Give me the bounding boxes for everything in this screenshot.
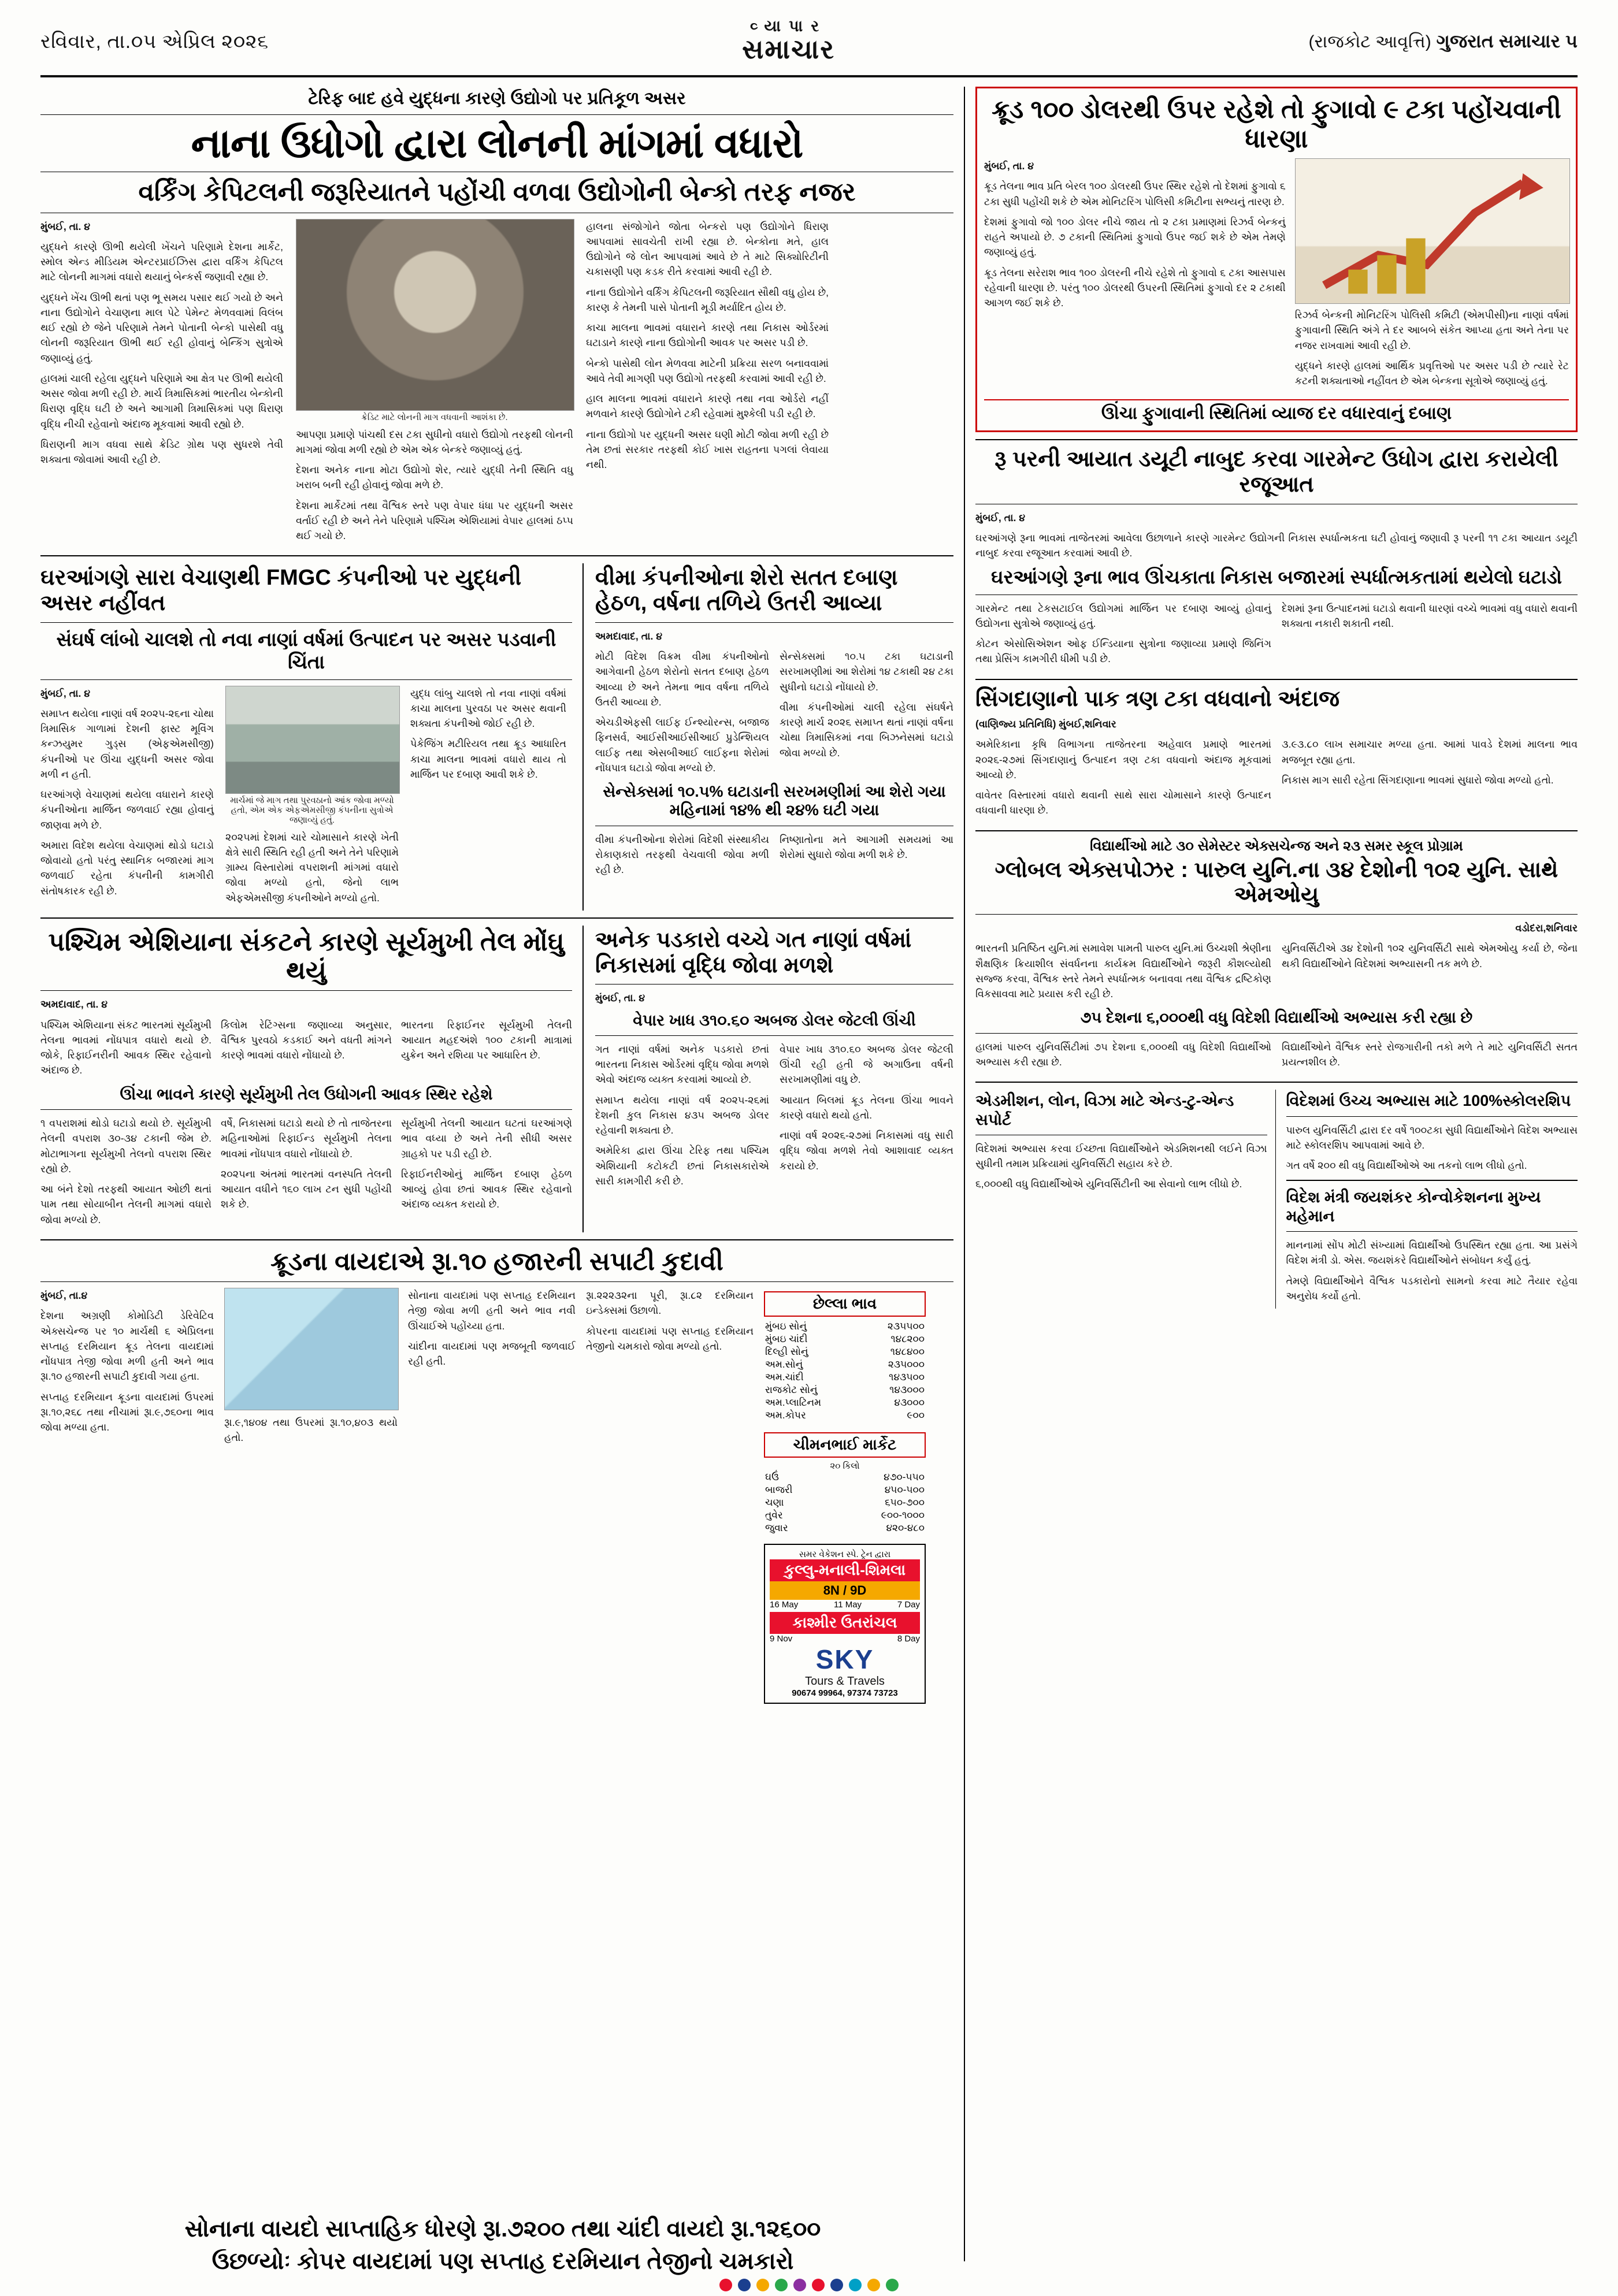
ad-kashmir-title: કાશ્મીર ઉતરાંચલ	[770, 1612, 920, 1634]
price-label: અમ.સોનું	[765, 1359, 803, 1370]
crude-headline: ક્રૂડના વાયદાએ રૂા.૧૦ હજારની સપાટી કુદાવી	[270, 1247, 723, 1276]
garment-story	[975, 447, 1578, 671]
crude-dateline: મુંબઈ, તા.૪	[40, 1290, 88, 1302]
lead-para-1: યુદ્ધને ખેંચ ઊભી થતાં પણ ભૂ સમય પસાર થઈ ગયો છે અને નાના ઉદ્યોગોને વેચાણના માલ પેટે પેમેન્ટ મેળવવામાં વિલંબ થઈ રહ્યો છે જેને પરિણામે તેમને પોતાની બેન્કો પાસેથી વધુ લોનની જરૂરિયાત ઊભી થઈ રહી હોવાનું બેન્કિંગ સુત્રોએ જણાવ્યું હતું.	[40, 291, 283, 364]
exports-col1-0: ગત નાણાં વર્ષમાં અનેક પડકારો છતાં ભારતના નિકાસ ઓર્ડરમાં વૃદ્ધિ જોવા મળશે એવો અંદાજ વ્યક્ત કરવામાં આવ્યો છે.	[595, 1043, 769, 1086]
ad-date2: 11 May	[833, 1600, 862, 1610]
crude-illustration	[224, 1288, 399, 1410]
lead-col3-3: બેન્કો પાસેથી લોન મેળવવા માટેની પ્રક્રિયા સરળ બનાવવામાં આવે તેવી માગણી પણ ઉદ્યોગો તરફથી કરવામાં આવી રહી છે.	[586, 357, 829, 384]
price-label: રાજકોટ સોનું	[765, 1384, 818, 1396]
insurance-col1-0: મોટી વિદેશ વિક્રમ વીમા કંપનીઓનો આગેવાની હેઠળ શેરોનો સતત દબાણ હેઠળ આવ્યા છે અને તેમના ભાવ વર્ષના તળિયે ઉતરી આવ્યા છે.	[595, 651, 769, 708]
exports-subhead: વેપાર ખાધ ૩૧૦.૬૦ અબજ ડોલર જેટલી ઊંચી	[633, 1011, 916, 1029]
garment-para-3: દેશમાં રૂના ઉત્પાદનમાં ઘટાડો થવાની ધારણાં વચ્ચે ભાવમાં વધુ વધારો થવાની શક્યતા નકારી શકાતી નથી.	[1282, 602, 1578, 629]
paper-name: ગુજરાત સમાચાર	[1436, 31, 1561, 51]
left-column-group	[40, 87, 965, 2261]
ad-brand-name: SKY	[815, 1644, 874, 1675]
insurance-dateline: અમદાવાદ, તા. ૪	[595, 630, 663, 642]
travel-advertisement[interactable]	[764, 1544, 926, 1704]
market-label: ચણા	[765, 1497, 784, 1509]
price-label: મુંબઇ ચાંદી	[765, 1333, 808, 1345]
admission-headline: એડમીશન, લોન, વિઝા માટે એન્ડ-ટુ-એન્ડ સપોર્ટ	[975, 1092, 1234, 1128]
parul-col2-1: વિદ્યાર્થીઓને વૈશ્વિક સ્તરે રોજગારીની તકો મળે તે માટે યુનિવર્સિટી સતત પ્રયત્નશીલ છે.	[1282, 1041, 1578, 1068]
groundnut-col1-0: અમેરિકાના કૃષિ વિભાગના તાજેતરના અહેવાલ પ્રમાણે ભારતમાં ૨૦૨૬-૨૭માં સિંગદાણાનું ઉત્પાદન ત્રણ ટકા વધવાનો અંદાજ મૂકવામાં આવ્યો છે.	[975, 738, 1271, 781]
price-value: ૧૪૮૨૦૦	[890, 1333, 925, 1345]
west-asia-col3-0: વર્ષે, નિકાસમાં ઘટાડો થયો છે તો તાજેતરના મહિનાઓમાં રિફાઈન્ડ સૂર્યમુખી તેલના ભાવમાં નોંધપાત્ર વધારો નોંધાયો છે.	[221, 1117, 392, 1160]
exports-col1-1: સમાપ્ત થયેલા નાણાં વર્ષ ૨૦૨૫-૨૬માં દેશની કુલ નિકાસ ૪૩૫ અબજ ડોલર રહેવાની શક્યતા છે.	[595, 1094, 769, 1136]
market-label: બાજરી	[765, 1484, 793, 1496]
scholarship-para-0: પારુલ યુનિવર્સિટી દ્વારા દર વર્ષે ૧૦૦ટકા સુધી વિદ્યાર્થીઓને વિદેશ અભ્યાસ માટે સ્કોલરશિપ આપવામાં આવે છે.	[1286, 1124, 1578, 1151]
exports-dateline: મુંબઈ, તા. ૪	[595, 992, 645, 1004]
color-dot	[886, 2279, 899, 2291]
insurance-col1-2: સેન્સેક્સમાં ૧૦.૫ ટકા ઘટાડાની સરખામણીમાં આ શેરોમાં ૧૪ ટકાથી ૨૪ ટકા સુધીનો ઘટાડો નોંધાયો છે.	[780, 651, 953, 693]
west-asia-col1-0: પશ્ચિમ એશિયાના સંકટ ભારતમાં સૂર્યમુખી તેલના ભાવમાં નોંધપાત્ર વધારો થયો છે. જોકે, રિફાઈનરીની આવક સ્થિર રહેવાનો અંદાજ છે.	[40, 1019, 211, 1076]
minister-para-1: તેમણે વિદ્યાર્થીઓને વૈશ્વિક પડકારોનો સામનો કરવા માટે તૈયાર રહેવા અનુરોધ કર્યો હતો.	[1286, 1275, 1578, 1302]
market-value: ૬૫૦-૭૦૦	[885, 1497, 925, 1509]
west-asia-headline: પશ્ચિમ એશિયાના સંકટને કારણે સૂર્યમુખી તેલ મોંઘુ થયું	[48, 927, 565, 985]
lead-story	[40, 89, 953, 548]
garment-para-0: ઘરઆંગણે રૂના ભાવમાં તાજેતરમાં આવેલા ઉછાળાને કારણે ગારમેન્ટ ઉદ્યોગની નિકાસ સ્પર્ધાત્મકતા ઘટી હોવાનું જણાવી રૂ પરની ૧૧ ટકા આયાત ડયૂટી નાબુદ કરવા રજૂઆત કરવામાં આવી છે.	[975, 532, 1578, 559]
last-price-table	[764, 1320, 926, 1422]
fmgc-col1-0: સમાપ્ત થયેલા નાણાં વર્ષ ૨૦૨૫-૨૬ના ચોથા ત્રિમાસિક ગાળામાં દેશની ફાસ્ટ મૂવિંગ કન્ઝયુમર ગુડ્સ (એફએમસીજી) કંપનીઓ પર ઊંચા યુદ્ધની અસર જોવા મળી ન હતી.	[40, 707, 214, 780]
lead-col2-0: આપણા પ્રમાણે પાંચથી દસ ટકા સુધીનો વધારો ઉદ્યોગો તરફથી લોનની માગમાં જોવા મળી રહ્યો છે એમ એક બેન્કરે જણાવ્યું હતું.	[296, 428, 573, 455]
garment-subhead: ઘરઆંગણે રૂના ભાવ ઊંચકાતા નિકાસ બજારમાં સ્પર્ધાત્મકતામાં થયેલો ઘટાડો	[991, 566, 1562, 588]
parul-kicker: વિદ્યાર્થીઓ માટે ૩૦ સેમેસ્ટર એક્સચેન્જ અને ૨૩ સમર સ્કૂલ પ્રોગ્રામ	[1090, 838, 1463, 854]
fmgc-col1-1: ઘરઆંગણે વેચાણમાં થયેલા વધારાને કારણે કંપનીઓના માર્જિન જળવાઈ રહ્યા હોવાનું જાણવા મળે છે.	[40, 789, 214, 831]
lead-subhead: વર્કિંગ કેપિટલની જરૂરિયાતને પહોંચી વળવા ઉદ્યોગોની બેન્કો તરફ નજર	[138, 178, 856, 207]
insurance-col2-1: વીમા કંપનીઓના શેરોમાં વિદેશી સંસ્થાકીય રોકાણકારો તરફથી વેચવાલી જોવા મળી રહી છે.	[595, 833, 769, 876]
insurance-col2-0: વીમા કંપનીઓમાં ચાલી રહેલા સંઘર્ષને કારણે માર્ચ ૨૦૨૬ સમાપ્ત થતાં નાણાં વર્ષના ચોથા ત્રિમાસિકમાં નવા બિઝનેસમાં ઘટાડો જોવા મળ્યો છે.	[780, 701, 953, 759]
west-asia-dateline: અમદાવાદ, તા. ૪	[40, 998, 108, 1010]
section-big-label: સમાચાર	[742, 34, 836, 64]
west-asia-col2-1: આ બંને દેશો તરફથી આયાત ઓછી થતાં પામ તથા સોયાબીન તેલની માગમાં વધારો જોવા મળ્યો છે.	[40, 1183, 211, 1225]
last-price-box-title: છેલ્લા ભાવ	[764, 1291, 926, 1317]
table-row	[764, 1484, 926, 1496]
garment-headline: રૂ પરની આયાત ડયૂટી નાબુદ કરવા ગારમેન્ટ ઉધોગ દ્વારા કરાયેલી રજૂઆત	[994, 447, 1558, 497]
west-asia-col1-2: ભારતના રિફાઈનર સૂર્યમુખી તેલની આયાત મહદઅંશે ૧૦૦ ટકાની માત્રામાં યુક્રેન અને રશિયા પર આધારિત છે.	[401, 1019, 572, 1061]
crude-col2-1: સોનાના વાયદામાં પણ સપ્તાહ દરમિયાન તેજી જોવા મળી હતી અને ભાવ નવી ઊંચાઈએ પહોંચ્યા હતા.	[408, 1290, 576, 1332]
color-dot	[867, 2279, 880, 2291]
fmgc-subhead: સંઘર્ષ લાંબો ચાલશે તો નવા નાણાં વર્ષમાં ઉત્પાદન પર અસર પડવાની ચિંતા	[56, 628, 556, 673]
footer-headline-line1: સોનાના વાયદો સાપ્તાહિક ધોરણે રૂા.૭૨૦૦ તથા ચાંદી વાયદો રૂા.૧૨૬૦૦	[184, 2216, 821, 2242]
minister-headline: વિદેશ મંત્રી જયશંકર કોન્વોકેશનના મુખ્ય મહેમાન	[1286, 1188, 1541, 1225]
market-value: ૪૫૦-૫૦૦	[884, 1484, 925, 1496]
footer-headline-line2: ઉછળ્યોઃ કોપર વાયદામાં પણ સપ્તાહ દરમિયાન તેજીનો ચમકારો	[211, 2249, 794, 2274]
lead-photo-figure	[296, 219, 573, 422]
groundnut-col2-1: નિકાસ માગ સારી રહેતા સિંગદાણાના ભાવમાં સુધારો જોવા મળ્યો હતો.	[1282, 774, 1554, 786]
ad-date5: 8 Day	[897, 1634, 920, 1644]
table-row	[764, 1320, 926, 1333]
west-asia-col2-0: ૧ વપરાશમાં થોડો ઘટાડો થયો છે. સૂર્યમુખી તેલની વપરાશ ૩૦-૩૪ ટકાની જેમ છે. મોટાભાગના સૂર્યમુખી તેલનો વપરાશ સ્થિર રહ્યો છે.	[40, 1117, 211, 1175]
crude-inflation-dateline: મુંબઈ, તા. ૪	[984, 160, 1034, 172]
garment-para-1: ગારમેન્ટ તથા ટેકસટાઈલ ઉદ્યોગમાં માર્જિન પર દબાણ આવ્યું હોવાનું ઉદ્યોગના સુત્રોએ જણાવ્યું હતું.	[975, 602, 1271, 629]
crude-col3-0: રૂા.૨૨૨૩૨ના પૂરી, રૂા.૮૨ દરમિયાન ઇન્ડેક્સમાં ઉછાળો.	[586, 1290, 754, 1317]
lead-photo	[296, 219, 574, 411]
table-row	[764, 1471, 926, 1484]
crude-story	[40, 1247, 953, 1704]
color-dot	[756, 2279, 769, 2291]
crude-inflation-para-2: ક્રૂડ તેલના સરેરાશ ભાવ ૧૦૦ ડોલરની નીચે રહેશે તો ફુગાવો ૬ ટકા આસપાસ રહેવાની ધારણા છે. પરંતુ ૧૦૦ ડોલરથી ઉપરની સ્થિતિમાં ફુગાવો દર ૨ ટકાથી આગળ જઈ શકે છે.	[984, 266, 1286, 309]
market-value: ૯૦૦-૧૦૦૦	[881, 1510, 925, 1521]
admission-story	[975, 1090, 1276, 1309]
ad-date4: 9 Nov	[770, 1634, 793, 1644]
price-column	[764, 1288, 926, 1704]
scholarship-headline: વિદેશમાં ઉચ્ચ અભ્યાસ માટે 100%સ્કોલરશિપ	[1286, 1092, 1571, 1110]
color-dot	[775, 2279, 788, 2291]
market-label: તુવેર	[765, 1510, 783, 1521]
table-row	[764, 1496, 926, 1509]
masthead-section	[269, 17, 1309, 66]
minister-story	[1286, 1188, 1578, 1303]
ad-date1: 16 May	[770, 1600, 799, 1610]
insurance-subhead: સેન્સેક્સમાં ૧૦.૫% ઘટાડાની સરખમણીમાં આ શેરો ગયા મહિનામાં ૧૪% થી ૨૪% ઘટી ગયા	[603, 783, 946, 819]
crude-col2-2: ચાંદીના વાયદામાં પણ મજબૂતી જળવાઈ રહી હતી.	[408, 1340, 576, 1368]
admission-para-0: વિદેશમાં અભ્યાસ કરવા ઈચ્છતા વિદ્યાર્થીઓને એડમિશનથી લઈને વિઝા સુધીની તમામ પ્રક્રિયામાં યુનિવર્સિટી સહાય કરે છે.	[975, 1142, 1267, 1170]
price-label: અમ.કોપર	[765, 1410, 806, 1421]
inflation-chart-illustration	[1295, 158, 1570, 304]
west-asia-col1-1: કિલોમ રેટિંગ્સના જણાવ્યા અનુસાર, વૈશ્વિક પુરવઠો કડકાઈ અને વધતી માંગને કારણે ભાવમાં વધારો નોંધાયો છે.	[221, 1019, 392, 1061]
crude-inflation-para-0: ક્રૂડ તેલના ભાવ પ્રતિ બેરલ ૧૦૦ ડોલરથી ઉપર સ્થિર રહેશે તો દેશમાં ફુગાવો ૬ ટકા સુધી પહોંચી શકે છે એમ મોનિટરિંગ પોલિસી કમિટીના સભ્યનું તારણ છે.	[984, 180, 1286, 207]
price-value: ૯૦૦	[907, 1410, 925, 1421]
scholarship-and-minister-group	[1286, 1090, 1578, 1309]
lead-col2-2: દેશના માર્કેટમાં તથા વૈશ્વિક સ્તરે પણ વેપાર ધંધા પર યુદ્ધની અસર વર્તાઈ રહી છે અને તેને પરિણામે પશ્ચિમ એશિયામાં વેપાર હાલમાં ઠપ્પ થઈ ગયો છે.	[296, 499, 573, 542]
masthead	[0, 0, 1618, 72]
footer-headline-strip	[40, 2210, 965, 2275]
lead-col3-2: કાચા માલના ભાવમાં વધારાને કારણે તથા નિકાસ ઓર્ડરમાં ઘટાડાને કારણે નાના ઉદ્યોગોની આવક પર અસર પડી છે.	[586, 322, 829, 349]
garment-dateline: મુંબઈ, તા. ૪	[975, 511, 1026, 523]
masthead-edition-block	[1308, 31, 1578, 53]
masthead-rule	[40, 75, 1578, 77]
crude-col3-1: કોપરના વાયદામાં પણ સપ્તાહ દરમિયાન તેજીનો ચમકારો જોવા મળ્યો હતો.	[586, 1325, 754, 1352]
price-value: ૧૪૩૫૦૦	[889, 1372, 925, 1383]
price-label: અમ.ચાંદી	[765, 1372, 804, 1383]
admission-para-1: ૬,૦૦૦થી વધુ વિદ્યાર્થીઓએ યુનિવર્સિટીની આ સેવાનો લાભ લીધો છે.	[975, 1178, 1242, 1190]
page-content	[40, 87, 1578, 2261]
fmgc-col2-1: યુદ્ધ લાંબુ ચાલશે તો નવા નાણાં વર્ષમાં કાચા માલના પુરવઠા પર અસર થવાની શક્યતા કંપનીઓ જોઈ રહી છે.	[410, 687, 566, 730]
lead-col3-1: નાના ઉદ્યોગોને વર્કિંગ કેપિટલની જરૂરિયાત સૌથી વધુ હોય છે, કારણ કે તેમની પાસે પોતાની મૂડી મર્યાદિત હોય છે.	[586, 286, 829, 313]
price-value: ૨૩૫૦૦૦	[888, 1359, 925, 1370]
exports-col2-2: નાણાં વર્ષ ૨૦૨૬-૨૭માં નિકાસમાં વધુ સારી વૃદ્ધિ જોવા મળશે તેવો આશાવાદ વ્યક્ત કરાયો છે.	[780, 1130, 953, 1172]
ad-package-title: કુલ્લુ-મનાલી-શિમલા	[770, 1559, 920, 1581]
fmgc-col1-2: અમારા વિદેશ થયેલા વેચાણમાં થોડો ઘટાડો જોવાયો હતો પરંતુ સ્થાનિક બજારમાં માગ જળવાઈ રહેતા કંપનીની કામગીરી સંતોષકારક રહી છે.	[40, 839, 214, 897]
crude-inflation-right-0: રિઝર્વ બેન્કની મોનિટરિંગ પોલિસી કમિટી (એમપીસી)ના નાણાં વર્ષમાં ફુગાવાની સ્થિતિ અંગે તે દર આબબે સંકેત આપ્યા હતા અને તેના પર નજર રાખવામાં આવી રહી છે.	[1294, 309, 1569, 351]
color-dot	[793, 2279, 806, 2291]
crude-col2-0: રૂા.૯,૧૪૦૪ તથા ઉપરમાં રૂા.૧૦,૪૦૩ થયો હતો.	[224, 1417, 398, 1444]
price-label: મુંબઇ સોનું	[765, 1321, 807, 1332]
groundnut-col2-0: ૩.૯૩.૮૦ લાખ સમાચાર મળ્યા હતા. આમાં પાવડે દેશમાં માલના ભાવ મજબૂત રહ્યા હતા.	[1282, 738, 1578, 766]
chimanbhai-market-table	[764, 1471, 926, 1535]
insurance-story	[595, 563, 953, 911]
west-asia-col3-1: ૨૦૨૫ના અંતમાં ભારતમાં વનસ્પતિ તેલની આયાત વધીને ૧૬૦ લાખ ટન સુધી પહોંચી શકે છે.	[221, 1168, 392, 1210]
west-asia-subhead: ઊંચા ભાવને કારણે સૂર્યમુખી તેલ ઉધોગની આવક સ્થિર રહેશે	[120, 1085, 493, 1103]
groundnut-headline: સિંગદાણાનો પાક ત્રણ ટકા વધવાનો અંદાજ	[975, 686, 1340, 711]
scholarship-para-1: ગત વર્ષે ૨૦૦ થી વધુ વિદ્યાર્થીઓએ આ તકનો લાભ લીધો હતો.	[1286, 1160, 1527, 1172]
lead-dateline: મુંબઈ, તા. ૪	[40, 220, 91, 232]
fmgc-photo	[225, 686, 400, 794]
fmgc-photo-caption: માર્ચમાં જે માગ તથા પુરવઠાનો આંક જોવા મળ્યો હતો, એમ એક એફએમસીજી કંપનીના સુત્રોએ જણાવ્યું હતું.	[230, 795, 394, 825]
lead-col3-0: હાલના સંજોગોને જોતા બેન્કરો પણ ઉદ્યોગોને ધિરાણ આપવામાં સાવચેતી રાખી રહ્યા છે. બેન્કોના મતે, હાલ ઉદ્યોગોને જે લોન આપવામાં આવે છે તે માટે સિક્યોરિટીની ચકાસણી પણ કડક રીતે કરવામાં આવી રહી છે.	[586, 220, 829, 278]
right-column-group	[965, 87, 1578, 2261]
groundnut-col1-1: વાવેતર વિસ્તારમાં વધારો થવાની સાથે સારા ચોમાસાને કારણે ઉત્પાદન વધવાની ધારણા છે.	[975, 789, 1271, 816]
fmgc-headline: ઘરઆંગણે સારા વેચાણથી FMGC કંપનીઓ પર યુદ્ધની અસર નહીંવત	[40, 566, 522, 616]
exports-col1-2: અમેરિકા દ્વારા ઊંચા ટેરિફ તથા પશ્ચિમ એશિયાની કટોકટી છતાં નિકાસકારોએ સારી કામગીરી કરી છે.	[595, 1145, 769, 1187]
color-dot	[738, 2279, 751, 2291]
insurance-col1-1: એચડીએફસી લાઈફ ઈન્શ્યોરન્સ, બજાજ ફિનસર્વ, આઈસીઆઈસીઆઈ પ્રુડેન્શિયલ લાઈફ તથા એસબીઆઈ લાઈફના શેરોમાં નોંધપાત્ર ઘટાડો જોવા મળ્યો છે.	[595, 716, 769, 774]
fmgc-col2-0: ૨૦૨૫માં દેશમાં ચારે ચોમાસાને કારણે ખેતી ક્ષેત્રે સારી સ્થિતિ રહી હતી અને તેને પરિણામે ગ્રામ્ય વિસ્તારોમાં વપરાશની માંગમાં વધારો જોવા મળ્યો હતો, જેનો લાભ એફએમસીજી કંપનીઓને મળ્યો હતો.	[225, 831, 399, 904]
market-value: ૪૭૦-૫૫૦	[884, 1472, 925, 1483]
parul-col2-0: હાલમાં પારુલ યુનિવર્સિટીમાં ૭૫ દેશના ૬,૦૦૦થી વધુ વિદેશી વિદ્યાર્થીઓ અભ્યાસ કરી રહ્યા છે.	[975, 1041, 1271, 1068]
lead-col2-3: હાલ માલના ભાવમાં વધારાને કારણે તથા નવા ઓર્ડરો નહીં મળવાને કારણે ઉદ્યોગોને ટકી રહેવામાં મુશ્કેલી પડી રહી છે.	[586, 393, 829, 420]
lead-headline: નાના ઉધોગો દ્વારા લોનની માંગમાં વધારો	[191, 121, 803, 166]
parul-subhead: ૭૫ દેશના ૬,૦૦૦થી વધુ વિદેશી વિદ્યાર્થીઓ અભ્યાસ કરી રહ્યા છે	[1080, 1009, 1473, 1027]
table-row	[764, 1522, 926, 1535]
insurance-col2-2: નિષ્ણાતોના મતે આગામી સમયમાં આ શેરોમાં સુધારો જોવા મળી શકે છે.	[780, 833, 953, 861]
color-dot	[719, 2279, 732, 2291]
price-value: ૧૪૩૦૦૦	[889, 1384, 925, 1396]
ad-phone: 90674 99964, 97374 73723	[792, 1688, 898, 1699]
table-row	[764, 1358, 926, 1371]
market-label: ઘઉં	[765, 1472, 779, 1483]
crude-col1-0: દેશના અગ્રણી કોમોડિટી ડેરિવેટિવ એક્સચેન્જ પર ૧૦ માર્ચથી ૬ એપ્રિલના સપ્તાહ દરમિયાન ક્રૂડ તેલના વાયદામાં નોંધપાત્ર તેજી જોવા મળી હતી અને ભાવ રૂા.૧૦ હજારની સપાટી કુદાવી ગયા હતા.	[40, 1310, 214, 1383]
garment-para-2: કોટન એસોસિએશન ઓફ ઈન્ડિયાના સુત્રોના જણાવ્યા પ્રમાણે જિનિંગ તથા પ્રેસિંગ કામગીરી ધીમી પડી છે.	[975, 638, 1271, 665]
lead-col2-1: દેશના અનેક નાના મોટા ઉદ્યોગો શેર, ત્યારે યુદ્ધી તેની સ્થિતિ વધુ ખરાબ બની રહી હોવાનું જોવા મળે છે.	[296, 464, 573, 491]
price-label: અમ.પ્લાટિનમ	[765, 1397, 822, 1409]
lead-col2-4: નાના ઉદ્યોગો પર યુદ્ધની અસર ઘણી મોટી જોવા મળી રહી છે તેમ છતાં સરકાર તરફથી કોઈ ખાસ રાહતના પગલાં લેવાયા નથી.	[586, 428, 829, 471]
market-label: જુવાર	[765, 1522, 788, 1534]
parul-dateline: વડોદરા,શનિવાર	[1515, 922, 1578, 934]
fmgc-col2-2: પેકેજિંગ મટીરિયલ તથા ક્રૂડ આધારિત કાચા માલના ભાવમાં વધારો થાય તો માર્જિન પર દબાણ આવી શકે છે.	[410, 738, 566, 780]
crude-inflation-box	[975, 87, 1578, 432]
price-value: ૧૪૮૪૦૦	[890, 1346, 925, 1358]
exports-col2-1: આયાત બિલમાં ક્રૂડ તેલના ઊંચા ભાવને કારણે વધારો થયો હતો.	[780, 1094, 953, 1121]
exports-col2-0: વેપાર ખાધ ૩૧૦.૬૦ અબજ ડોલર જેટલી ઊંચી રહી હતી જે અગાઉના વર્ષની સરખામણીમાં વધુ છે.	[780, 1043, 953, 1086]
crude-col1-1: સપ્તાહ દરમિયાન ક્રૂડના વાયદામાં ઉપરમાં રૂા.૧૦,૨૬૮ તથા નીચામાં રૂા.૯,૭૬૦ના ભાવ જોવા મળ્યા હતા.	[40, 1391, 214, 1433]
page-number: ૫	[1565, 31, 1578, 51]
market-value: ૪૨૦-૪૮૦	[886, 1522, 925, 1534]
parul-col1-1: યુનિવર્સિટીએ ૩૪ દેશોની ૧૦૨ યુનિવર્સિટી સાથે એમઓયુ કર્યા છે, જેના થકી વિદ્યાર્થીઓને વિદેશમાં અભ્યાસની તક મળે છે.	[1282, 942, 1578, 969]
market-unit-label: ૨૦ કિલો	[830, 1461, 860, 1472]
section-small-label: વ્યાપાર	[749, 17, 827, 35]
crude-inflation-footer: ઊંચા ફુગાવાની સ્થિતિમાં વ્યાજ દર વધારવાનું દબાણ	[984, 399, 1569, 423]
west-asia-col4-0: સૂર્યમુખી તેલની આયાત ઘટતાં ઘરઆંગણે ભાવ વધ્યા છે અને તેની સીધી અસર ગ્રાહકો પર પડી રહી છે.	[401, 1117, 572, 1160]
fmgc-dateline: મુંબઈ, તા. ૪	[40, 687, 91, 699]
minister-para-0: માનનામાં સોંપ મોટી સંખ્યામાં વિદ્યાર્થીઓ ઉપસ્થિત રહ્યા હતા. આ પ્રસંગે વિદેશ મંત્રી ડો. એસ. જયશંકરે વિદ્યાર્થીઓને સંબોધન કર્યું હતું.	[1286, 1239, 1578, 1266]
groundnut-story	[975, 687, 1578, 823]
table-row	[764, 1384, 926, 1396]
masthead-date: રવિવાર, તા.૦૫ એપ્રિલ ૨૦૨૬	[40, 30, 269, 53]
table-row	[764, 1409, 926, 1422]
table-row	[764, 1333, 926, 1346]
table-row	[764, 1509, 926, 1522]
ad-nights-badge: 8N / 9D	[770, 1581, 920, 1600]
table-row	[764, 1371, 926, 1384]
edition-label: (રાજકોટ આવૃત્તિ)	[1308, 32, 1431, 51]
color-dot	[830, 2279, 843, 2291]
parul-col1-0: ભારતની પ્રતિષ્ઠિત યુનિ.માં સમાવેશ પામતી પારુલ યુનિ.માં ઉચ્ચશી શ્રેણીના શૈક્ષણિક ક્રિયાશીલ સંવર્ધનના કાર્યક્રમ વિદ્યાર્થીઓને જરૂરી કૌશલ્યોથી સજ્જ કરવા, વૈશ્વિક સ્તરે તેમને સ્પર્ધાત્મક બનાવવા તથા વૈશ્વિક દ્રષ્ટિકોણ વિકસાવવા માટે પ્રયાસ કરી રહી છે.	[975, 942, 1271, 1000]
fmgc-photo-figure	[225, 686, 399, 825]
exports-story	[595, 926, 953, 1232]
color-dot	[849, 2279, 862, 2291]
insurance-headline: વીમા કંપનીઓના શેરો સતત દબાણ હેઠળ, વર્ષના તળિયે ઉતરી આવ્યા	[595, 566, 898, 616]
price-value: ૨૩૫૫૦૦	[887, 1321, 925, 1332]
crude-inflation-right-1: યુદ્ધને કારણે હાલમાં આર્થિક પ્રવૃત્તિઓ પર અસર પડી છે ત્યારે રેટ કટની શક્યતાઓ નહીંવત છે એમ બેન્કના સૂત્રોએ જણાવ્યું હતું.	[1294, 359, 1569, 387]
parul-headline: ગ્લોબલ એક્સપોઝર : પારુલ યુનિ.ના ૩૪ દેશોની ૧૦૨ યુનિ. સાથે એમઓયુ	[994, 857, 1558, 908]
lead-para-2: હાલમાં ચાલી રહેલા યુદ્ધને પરિણામે આ ક્ષેત્ર પર ઊભી થયેલી અસર જોવા મળી રહી છે. માર્ચ ત્રિમાસિકમાં ભારતીય બેન્કોની ધિરાણ વૃદ્ધિ ઘટી છે અને આગામી ત્રિમાસિકમાં પણ ધિરાણ વૃદ્ધિ નીચી રહેવાનો અંદાજ મૂકવામાં આવી રહ્યો છે.	[40, 372, 283, 430]
price-value: ૪૩૦૦૦	[894, 1397, 925, 1409]
groundnut-byline: (વાણિજ્ય પ્રતિનિધિ) મુંબઈ,શનિવાર	[975, 718, 1116, 730]
upward-arrow-icon	[1296, 159, 1569, 303]
price-label: દિલ્હી સોનું	[765, 1346, 808, 1358]
lead-para-0: યુદ્ધને કારણે ઊભી થયેલી ખેંચને પરિણામે દેશના માર્કેટ, સ્મોલ એન્ડ મીડિયમ એન્ટરપ્રાઈઝિસ દ્વારા વર્કિંગ કેપિટલ માટે લોનની માગમાં વધારો થયાનું બેન્કર્સ જણાવી રહ્યા છે.	[40, 240, 283, 283]
color-dot	[812, 2279, 825, 2291]
ad-line1: સમર વેકેશન સ્પે. ટ્રેન દ્વારા	[799, 1550, 891, 1560]
lead-photo-caption: ક્રેડિટ માટે લોનની માગ વધવાની આશંકા છે.	[361, 412, 508, 422]
west-asia-col4-1: રિફાઈનરીઓનું માર્જિન દબાણ હેઠળ આવ્યું હોવા છતાં આવક સ્થિર રહેવાનો અંદાજ વ્યક્ત કરાયો છે.	[401, 1168, 572, 1210]
ad-date3: 7 Day	[897, 1600, 920, 1610]
bottom-right-group	[975, 1090, 1578, 1309]
west-asia-story	[40, 926, 584, 1232]
fmgc-story	[40, 563, 584, 911]
chimanbhai-market-title: ચીમનભાઈ માર્કેટ	[764, 1432, 926, 1458]
ad-brand-subtitle: Tours & Travels	[805, 1675, 885, 1688]
lead-kicker: ટેરિફ બાદ હવે યુદ્ધના કારણે ઉદ્યોગો પર પ્રતિકૂળ અસર	[308, 89, 686, 108]
lead-para-3: ધિરાણની માગ વધવા સાથે ક્રેડિટ ગ્રોથ પણ સુધરશે તેવી શક્યતા જોવામાં આવી રહી છે.	[40, 438, 283, 466]
scholarship-story	[1286, 1091, 1578, 1173]
crude-inflation-para-1: દેશમાં ફુગાવો જો ૧૦૦ ડોલર નીચે જાય તો ૨ ટકા પ્રમાણમાં રિઝર્વ બેન્કનું રાહતે અપાયો છે. ૭ ટકાની સ્થિતિમાં ફુગાવો ઉપર જઈ શકે છે એમ તેમણે જણાવ્યું હતું.	[984, 216, 1286, 258]
crude-inflation-headline: ક્રૂડ ૧૦૦ ડોલરથી ઉપર રહેશે તો ફુગાવો ૯ ટકા પહોંચવાની ધારણા	[992, 95, 1561, 153]
table-row	[764, 1346, 926, 1358]
table-row	[764, 1396, 926, 1409]
exports-headline: અનેક પડકારો વચ્ચે ગત નાણાં વર્ષમાં નિકાસમાં વૃદ્ધિ જોવા મળશે	[595, 927, 912, 978]
parul-university-story	[975, 838, 1578, 1075]
